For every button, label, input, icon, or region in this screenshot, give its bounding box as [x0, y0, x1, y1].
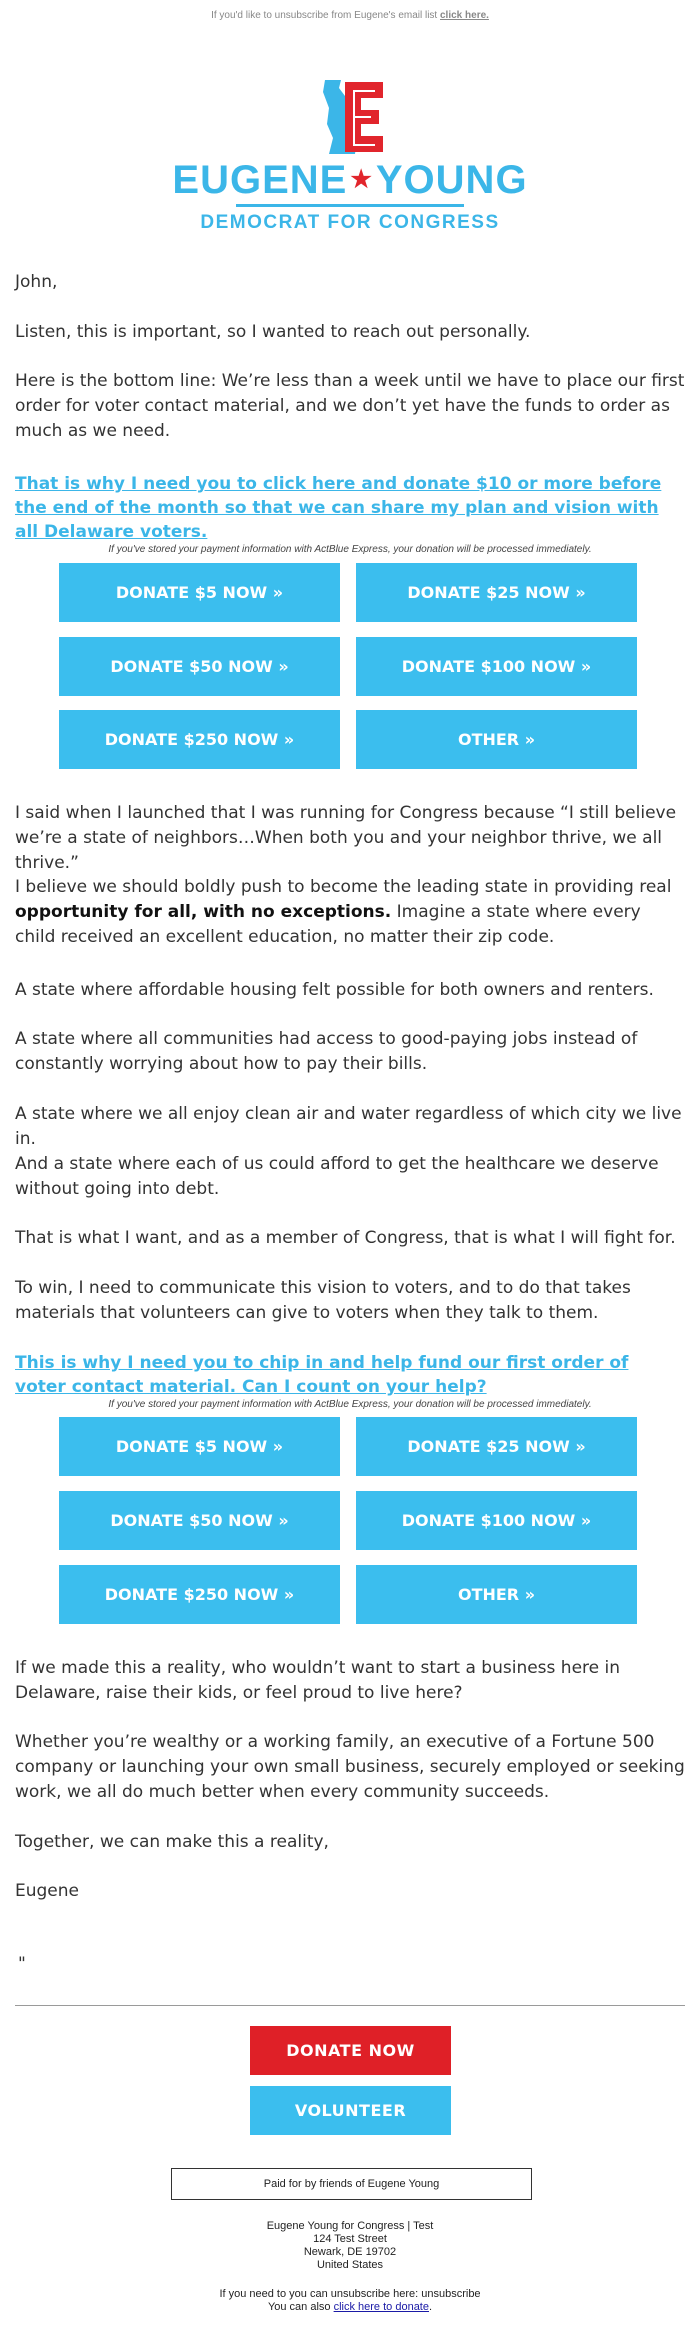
donate-5-button[interactable]: DONATE $5 NOW »	[59, 563, 340, 622]
paragraph-business: If we made this a reality, who wouldn’t want to start a business here in Delaware, raise their kids, or feel proud to live here?	[15, 1658, 621, 1703]
paragraph-clean-air: A state where we all enjoy clean air and water regardless of which city we live in.	[15, 1104, 682, 1149]
footer-country: United States	[316, 2259, 384, 2271]
paragraph-bottom-line: Here is the bottom line: We’re less than a week until we have to place our first order for voter contact material, and we don’t yet have the funds to order as much as we need.	[15, 371, 685, 441]
preheader-text: If you'd like to unsubscribe from Eugene's email list	[211, 10, 438, 21]
footer-address	[0, 2220, 700, 2272]
donate-25-button[interactable]: DONATE $25 NOW »	[356, 563, 637, 622]
donate-50-button-2[interactable]: DONATE $50 NOW »	[59, 1491, 340, 1550]
paragraph-healthcare: And a state where each of us could afford to get the healthcare we deserve without going into debt.	[15, 1154, 659, 1199]
footer-org: Eugene Young for Congress | Test	[266, 2220, 434, 2232]
volunteer-button[interactable]: VOLUNTEER	[250, 2086, 451, 2135]
donate-100-button[interactable]: DONATE $100 NOW »	[356, 637, 637, 696]
donate-other-button-2[interactable]: OTHER »	[356, 1565, 637, 1624]
footer-unsubscribe[interactable]: If you need to you can unsubscribe here: unsubscribe	[219, 2288, 481, 2300]
footer-city: Newark, DE 19702	[303, 2246, 397, 2258]
donate-250-button-2[interactable]: DONATE $250 NOW »	[59, 1565, 340, 1624]
preheader	[0, 10, 700, 21]
actblue-note-1: If you've stored your payment information with ActBlue Express, your donation will be processed immediately.	[108, 544, 592, 555]
opportunity-text-end: Imagine a state where every child received an excellent education, no matter their zip code.	[15, 902, 641, 947]
paragraph-opportunity	[15, 875, 685, 950]
donate-other-button[interactable]: OTHER »	[356, 710, 637, 769]
donate-cta-link-1[interactable]: That is why I need you to click here and donate $10 or more before the end of the month so that we can share my plan and vision with all Delaware voters.	[15, 474, 662, 542]
paragraph-vision: To win, I need to communicate this vision to voters, and to do that takes materials that volunteers can give to voters when they talk to them.	[15, 1278, 631, 1323]
donate-100-button-2[interactable]: DONATE $100 NOW »	[356, 1491, 637, 1550]
footer-donate-link[interactable]: click here to donate	[333, 2301, 429, 2313]
signoff: Eugene	[15, 1881, 79, 1901]
logo-subtitle: DEMOCRAT FOR CONGRESS	[200, 212, 500, 233]
footer-links	[0, 2288, 700, 2314]
opportunity-text-start: I believe we should boldly push to become the leading state in providing real	[15, 877, 672, 897]
logo-last-name: YOUNG	[375, 158, 528, 202]
footer-divider	[15, 2005, 685, 2006]
actblue-note-2: If you've stored your payment information with ActBlue Express, your donation will be processed immediately.	[108, 1399, 592, 1410]
footer-donate-line	[0, 2301, 700, 2314]
paragraph-jobs: A state where all communities had access to good-paying jobs instead of constantly worrying about how to pay their bills.	[15, 1029, 638, 1074]
greeting: John,	[15, 272, 58, 292]
footer-donate-suffix: .	[428, 2301, 433, 2313]
donate-now-button[interactable]: DONATE NOW	[250, 2026, 451, 2075]
unsubscribe-link[interactable]: click here.	[440, 10, 489, 21]
delaware-flag-icon	[315, 78, 385, 156]
footer-street: 124 Test Street	[313, 2233, 387, 2245]
paid-for-box: Paid for by friends of Eugene Young	[171, 2168, 532, 2200]
stray-quote: "	[18, 1954, 26, 1974]
donate-25-button-2[interactable]: DONATE $25 NOW »	[356, 1417, 637, 1476]
paragraph-together: Together, we can make this a reality,	[15, 1832, 329, 1852]
logo-wordmark	[0, 160, 700, 200]
paragraph-launch-quote: I said when I launched that I was running for Congress because “I still believe we’re a state of neighbors…When both you and your neighbor thrive, we all thrive.”	[15, 803, 677, 873]
opportunity-bold-text: opportunity for all, with no exceptions.	[15, 902, 392, 922]
paragraph-intro: Listen, this is important, so I wanted to reach out personally.	[15, 322, 531, 342]
paragraph-housing: A state where affordable housing felt possible for both owners and renters.	[15, 980, 654, 1000]
logo-first-name: EUGENE	[172, 158, 348, 202]
campaign-logo	[0, 78, 700, 234]
donate-5-button-2[interactable]: DONATE $5 NOW »	[59, 1417, 340, 1476]
paragraph-fight: That is what I want, and as a member of Congress, that is what I will fight for.	[15, 1228, 676, 1248]
donate-cta-link-2[interactable]: This is why I need you to chip in and help fund our first order of voter contact material. Can I count on your help?	[15, 1353, 629, 1397]
paragraph-community: Whether you’re wealthy or a working family, an executive of a Fortune 500 company or launching your own small business, securely employed or seeking work, we all do much better when every community succeeds.	[15, 1732, 685, 1802]
star-icon: ★	[350, 166, 373, 193]
footer-donate-prefix: You can also	[267, 2301, 331, 2313]
logo-divider	[236, 204, 464, 207]
donate-50-button[interactable]: DONATE $50 NOW »	[59, 637, 340, 696]
donate-250-button[interactable]: DONATE $250 NOW »	[59, 710, 340, 769]
